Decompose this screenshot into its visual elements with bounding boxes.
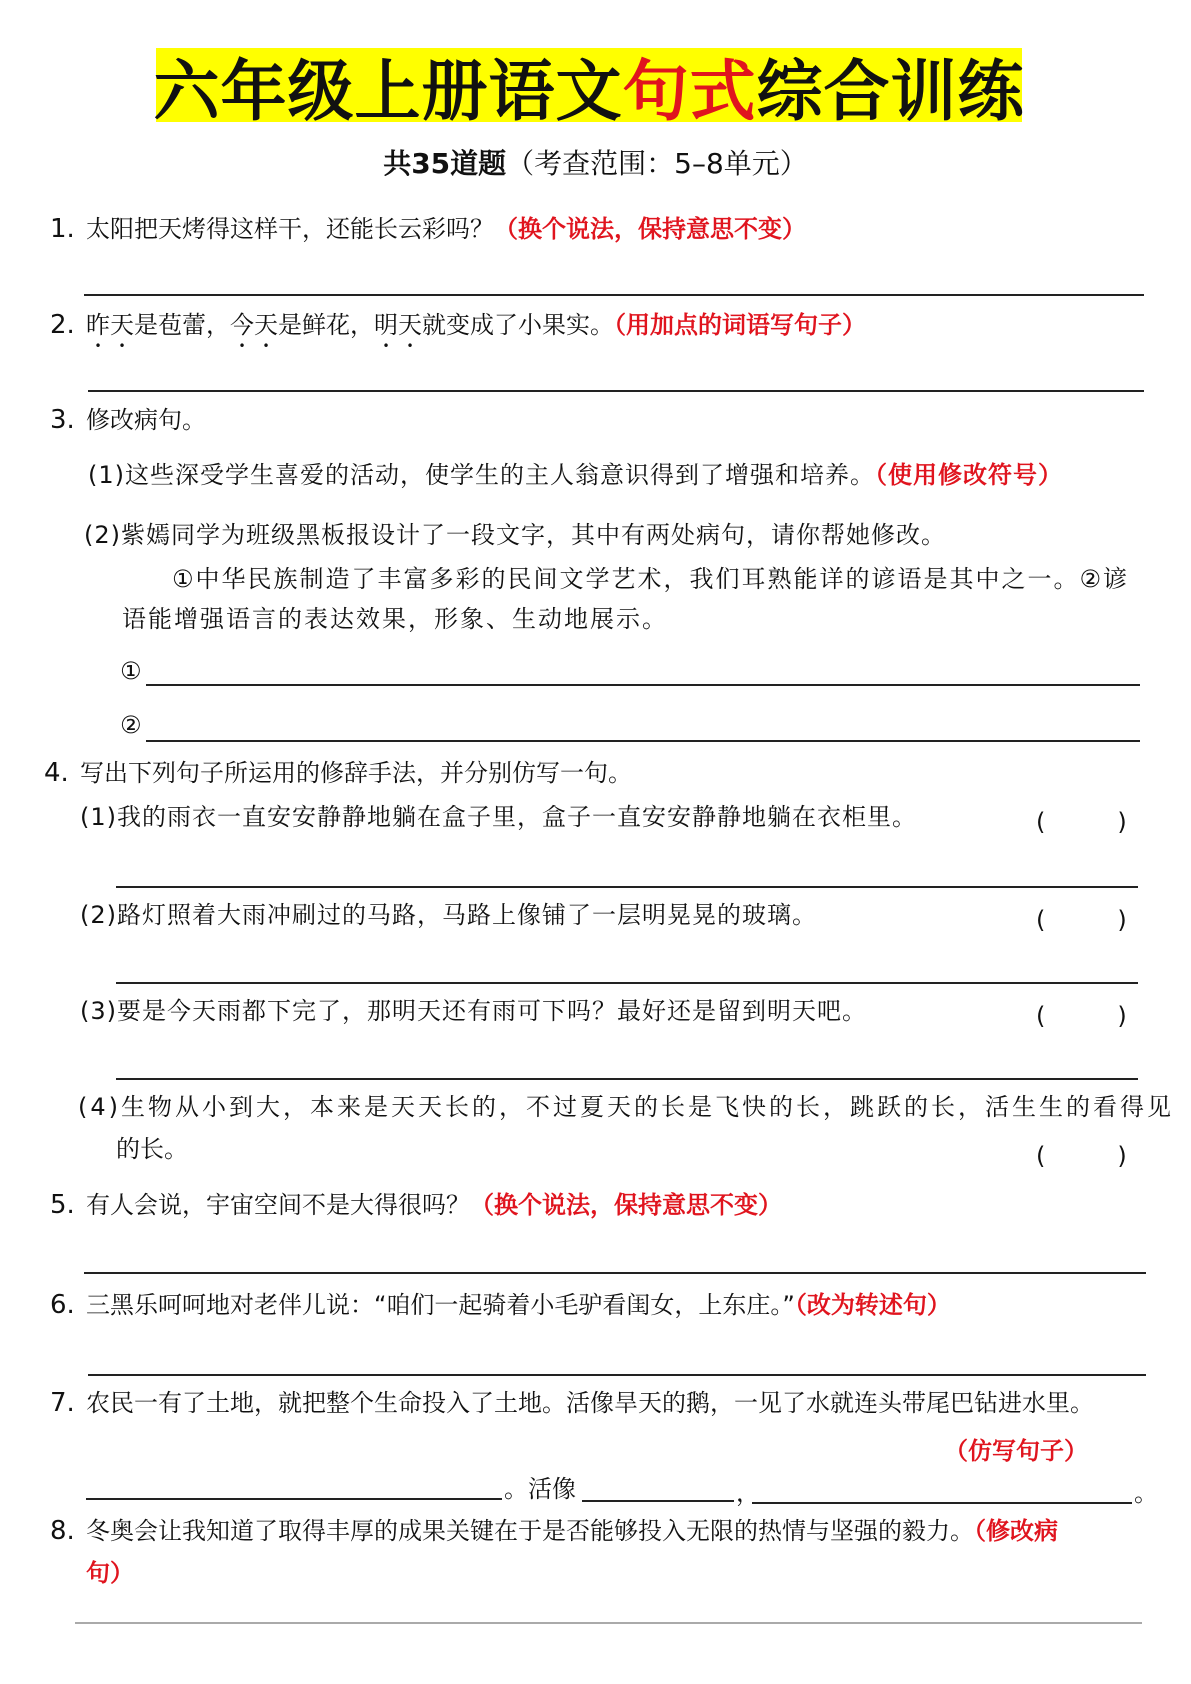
question-text: 是鲜花， xyxy=(278,311,374,339)
answer-line[interactable] xyxy=(84,1272,1146,1274)
question-2 xyxy=(50,310,866,353)
template-comma: ， xyxy=(736,1479,760,1507)
question-5 xyxy=(50,1190,782,1220)
answer-blank[interactable] xyxy=(86,1498,502,1500)
question-3 xyxy=(50,405,206,435)
sub-question-4-4-cont: 的长。 xyxy=(116,1135,188,1163)
blank-label-1: ① xyxy=(120,657,142,685)
question-hint: （用加点的词语写句子） xyxy=(614,311,866,339)
sub-question-4-3: (3)要是今天雨都下完了，那明天还有雨可下吗？最好还是留到明天吧。 xyxy=(80,997,867,1025)
question-4 xyxy=(44,758,632,788)
question-text: 写出下列句子所运用的修辞手法，并分别仿写一句。 xyxy=(80,759,632,787)
question-number: 7. xyxy=(50,1388,75,1418)
question-hint: （改为转述句） xyxy=(794,1291,951,1319)
question-7 xyxy=(50,1388,1094,1418)
dotted-word: 今天 xyxy=(230,311,278,339)
question-1 xyxy=(50,214,806,244)
answer-line[interactable] xyxy=(116,982,1138,984)
question-text: 就变成了小果实。 xyxy=(422,311,614,339)
question-text: 太阳把天烤得这样干，还能长云彩吗？ xyxy=(86,215,494,243)
question-number: 5. xyxy=(50,1190,75,1220)
question-hint-cont: 句） xyxy=(86,1559,134,1587)
sub-question-text: (1)这些深受学生喜爱的活动，使学生的主人翁意识得到了增强和培养。 xyxy=(88,461,875,489)
question-text: 农民一有了土地，就把整个生命投入了土地。活像旱天的鹅，一见了水就连头带尾巴钻进水里。 xyxy=(86,1389,1094,1417)
template-text: 。活像 xyxy=(504,1475,576,1503)
answer-line[interactable] xyxy=(146,740,1140,742)
scope: （考查范围：5–8单元） xyxy=(506,147,808,180)
blank-label-2: ② xyxy=(120,711,142,739)
answer-paren[interactable]: ( ) xyxy=(1036,1002,1127,1030)
answer-paren[interactable]: ( ) xyxy=(1036,906,1127,934)
answer-paren[interactable]: ( ) xyxy=(1036,808,1127,836)
sub-question-3-1 xyxy=(88,460,1063,490)
answer-line[interactable] xyxy=(88,390,1144,392)
passage-line-1: ①中华民族制造了丰富多彩的民间文学艺术，我们耳熟能详的谚语是其中之一。②谚 xyxy=(172,565,1130,593)
title-part-1: 六年级上册语文 xyxy=(153,52,623,130)
question-number: 8. xyxy=(50,1516,75,1546)
answer-paren[interactable]: ( ) xyxy=(1036,1142,1127,1170)
question-text: 冬奥会让我知道了取得丰厚的成果关键在于是否能够投入无限的热情与坚强的毅力。 xyxy=(86,1517,974,1545)
page-title xyxy=(153,48,1025,130)
question-text: 三黑乐呵呵地对老伴儿说：“咱们一起骑着小毛驴看闺女，上东庄。” xyxy=(86,1291,795,1319)
sub-question-4-1: (1)我的雨衣一直安安静静地躺在盒子里，盒子一直安安静静地躺在衣柜里。 xyxy=(80,803,917,831)
question-text: 是苞蕾， xyxy=(134,311,230,339)
question-hint: （修改病 xyxy=(974,1517,1058,1545)
question-number: 3. xyxy=(50,405,75,435)
answer-line[interactable] xyxy=(116,1078,1138,1080)
question-count: 共35道题 xyxy=(383,147,507,180)
question-text: 有人会说，宇宙空间不是大得很吗？ xyxy=(86,1191,470,1219)
sub-question-3-2: (2)紫嫣同学为班级黑板报设计了一段文字，其中有两处病句，请你帮她修改。 xyxy=(84,521,946,549)
bottom-divider xyxy=(75,1622,1142,1624)
question-number: 6. xyxy=(50,1290,75,1320)
subtitle xyxy=(0,142,1191,182)
answer-blank[interactable] xyxy=(582,1500,734,1502)
answer-line[interactable] xyxy=(88,1374,1146,1376)
question-number: 1. xyxy=(50,214,75,244)
answer-line[interactable] xyxy=(146,684,1140,686)
title-highlight: 句式 xyxy=(622,52,757,130)
dotted-word: 昨天 xyxy=(86,311,134,339)
dotted-word: 明天 xyxy=(374,311,422,339)
title-part-3: 综合训练 xyxy=(756,52,1025,130)
question-hint: （换个说法，保持意思不变） xyxy=(494,215,806,243)
question-hint: （换个说法，保持意思不变） xyxy=(470,1191,782,1219)
question-number: 4. xyxy=(44,758,69,788)
question-hint: （使用修改符号） xyxy=(875,461,1063,489)
answer-line[interactable] xyxy=(116,886,1138,888)
question-number: 2. xyxy=(50,310,75,340)
question-6 xyxy=(50,1290,951,1320)
passage-line-2: 语能增强语言的表达效果，形象、生动地展示。 xyxy=(122,605,668,633)
answer-blank[interactable] xyxy=(752,1502,1132,1504)
sub-question-4-4: (4)生物从小到大，本来是天天长的，不过夏天的长是飞快的长，跳跃的长，活生生的看得见 xyxy=(78,1093,1174,1121)
template-period: 。 xyxy=(1134,1479,1158,1507)
question-8 xyxy=(50,1516,1058,1546)
question-hint: （仿写句子） xyxy=(944,1437,1088,1465)
question-text: 修改病句。 xyxy=(86,406,206,434)
answer-line[interactable] xyxy=(84,294,1144,296)
sub-question-4-2: (2)路灯照着大雨冲刷过的马路，马路上像铺了一层明晃晃的玻璃。 xyxy=(80,901,817,929)
